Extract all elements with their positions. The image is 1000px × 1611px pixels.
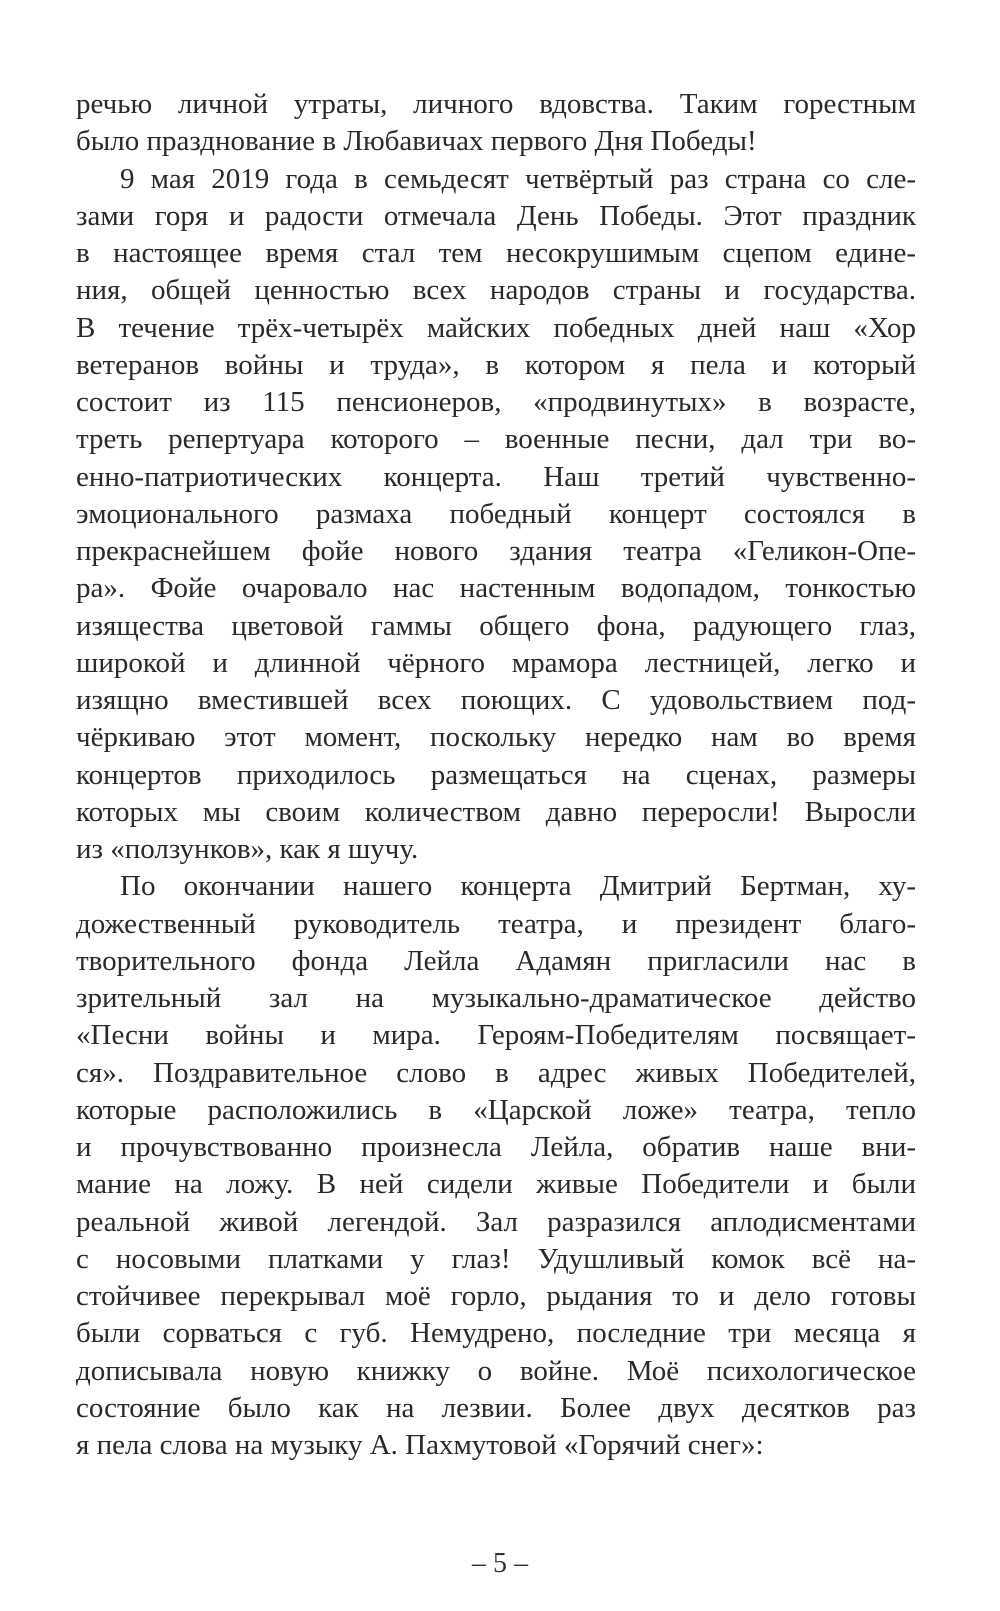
text-line: изящества цветовой гаммы общего фона, радующего глаз, [76,609,916,642]
page-number: – 5 – [472,1548,528,1579]
text-line: «Песни войны и мира. Героям-Победителям посвящает- [76,1019,916,1052]
text-line: ра». Фойе очаровало нас настенным водопадом, тонкостью [76,572,916,605]
text-line: ся». Поздравительное слово в адрес живых Победителей, [76,1056,916,1089]
text-line: широкой и длинной чёрного мрамора лестницей, легко и [76,646,916,679]
text-line: ветеранов войны и труда», в котором я пела и который [76,348,916,381]
text-line: речью личной утраты, личного вдовства. Таким горестным [76,88,916,120]
text-line: состояние было как на лезвии. Более двух десятков раз [76,1391,916,1424]
text-line: в настоящее время стал тем несокрушимым сцепом едине- [76,237,916,269]
text-line: и прочувствованно произнесла Лейла, обратив наше вни- [76,1131,916,1163]
text-line: которых мы своим количеством давно переросли! Выросли [76,795,916,828]
page-body [76,86,916,1464]
text-line: изящно вместившей всех поющих. С удовольствием под- [76,684,916,716]
text-line: с носовыми платками у глаз! Удушливый комок всё на- [76,1242,916,1275]
text-line: из «ползунков», как я шучу. [76,833,419,865]
text-line: зрительный зал на музыкально-драматическое действо [76,982,916,1014]
text-line: ния, общей ценностью всех народов страны и государства. [76,274,916,307]
text-line: чёркиваю этот момент, поскольку нередко нам во время [76,721,916,754]
paragraph [76,161,916,869]
text-line: прекраснейшем фойе нового здания театра «Геликон-Опе- [76,535,916,567]
text-line: По окончании нашего концерта Дмитрий Бертман, ху- [120,870,916,903]
text-line: енно-патриотических концерта. Наш третий чувственно- [76,460,916,493]
text-line: были сорваться с губ. Немудрено, последние три месяца я [76,1317,916,1350]
text-line: дожественный руководитель театра, и президент благо- [76,907,916,940]
text-line: треть репертуара которого – военные песни, дал три во- [76,423,916,456]
text-line: которые расположились в «Царской ложе» театра, тепло [76,1093,916,1126]
text-line: концертов приходилось размещаться на сценах, размеры [76,758,916,791]
text-line: стойчивее перекрывал моё горло, рыдания то и дело готовы [76,1280,916,1312]
text-line: В течение трёх-четырёх майских победных дней наш «Хор [76,311,916,344]
text-line: реальной живой легендой. Зал разразился аплодисментами [76,1205,916,1238]
text-line: дописывала новую книжку о войне. Моё психологическое [76,1354,916,1387]
text-line: 9 мая 2019 года в семьдесят четвёртый раз страна со сле- [120,162,916,195]
text-line: состоит из 115 пенсионеров, «продвинутых» в возрасте, [76,386,916,418]
text-line: я пела слова на музыку А. Пахмутовой «Горячий снег»: [76,1429,764,1461]
text-line: мание на ложу. В ней сидели живые Победители и были [76,1168,916,1201]
text-line: эмоционального размаха победный концерт состоялся в [76,497,916,530]
paragraph [76,86,916,161]
text-line: было празднование в Любавичах первого Дня Победы! [76,125,757,158]
text-line: творительного фонда Лейла Адамян пригласили нас в [76,944,916,977]
text-line: зами горя и радости отмечала День Победы. Этот праздник [76,199,916,232]
paragraph [76,868,916,1464]
